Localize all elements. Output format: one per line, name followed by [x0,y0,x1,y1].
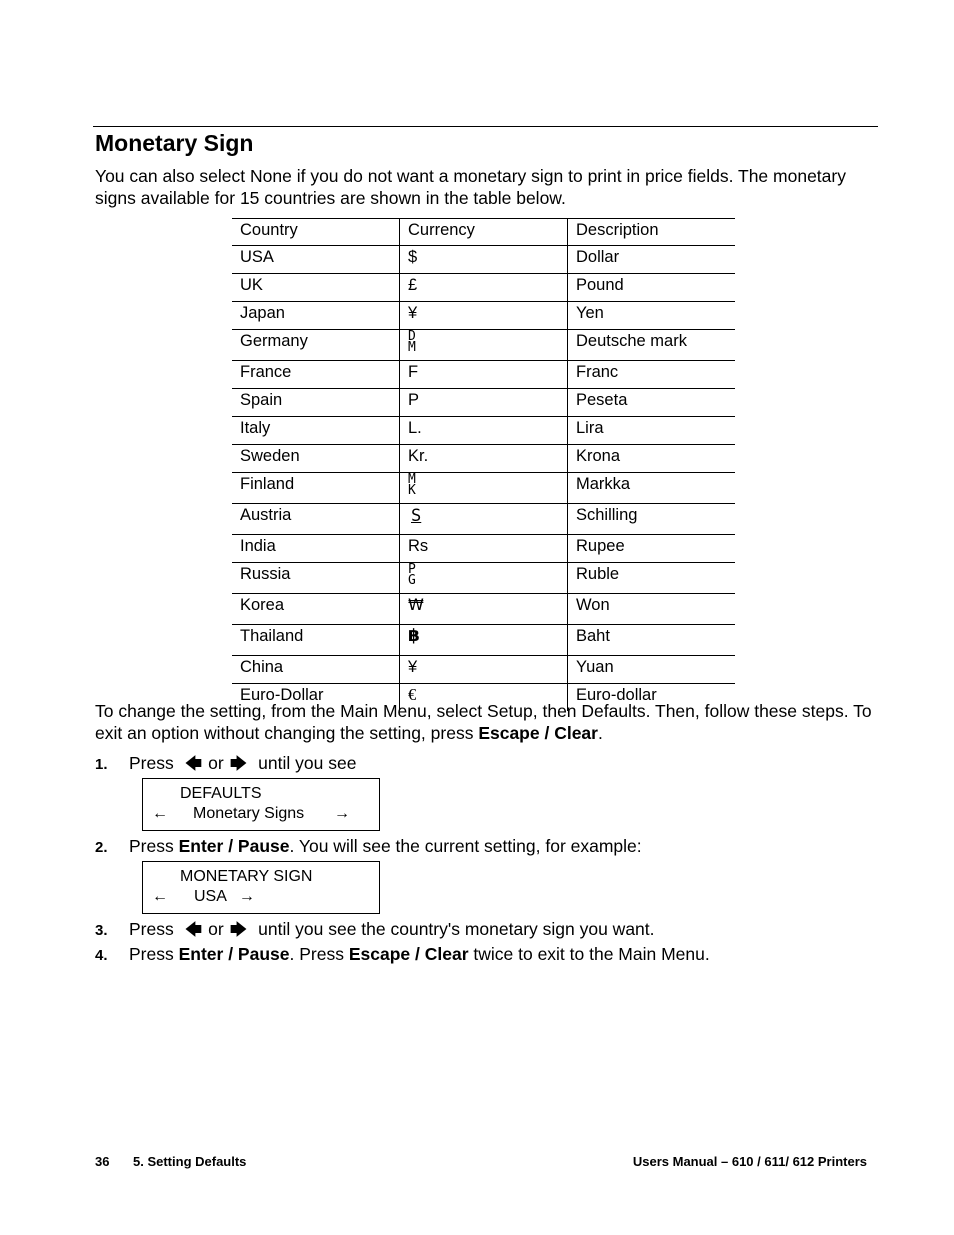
currency-cell: £ [400,274,568,302]
country-cell: UK [232,274,400,302]
page-title: Monetary Sign [95,130,254,156]
left-arrow-icon: 🡄 [184,920,203,939]
step-text: until you see [258,753,357,773]
step-text: . You will see the current setting, for example: [289,836,642,856]
escape-clear-key: Escape / Clear [478,723,598,743]
table-row [232,656,735,684]
enter-pause-key: Enter / Pause [178,836,290,856]
currency-cell [400,625,568,656]
lcd-left-arrow-icon: ← [152,805,168,822]
description-cell: Schilling [568,504,736,535]
footer-left [95,1153,246,1171]
table-row [232,473,735,504]
page-number: 36 [95,1154,110,1169]
description-cell: Rupee [568,535,736,563]
left-arrow-icon: 🡄 [184,754,203,773]
step-text: Press [129,836,174,856]
step-text: . Press [289,944,344,964]
lcd-line-1: MONETARY SIGN [180,868,313,885]
step-text: or [208,753,224,773]
country-cell: Germany [232,330,400,361]
table-row [232,625,735,656]
country-cell: India [232,535,400,563]
country-cell: China [232,656,400,684]
table-row [232,330,735,361]
table-header-row [232,219,735,246]
lcd-line-2-text: USA [194,888,227,905]
description-cell: Euro-dollar [568,684,736,712]
country-cell: USA [232,246,400,274]
description-cell: Baht [568,625,736,656]
currency-cell [400,504,568,535]
country-cell: France [232,361,400,389]
currency-cell: L. [400,417,568,445]
change-setting-period: . [597,723,603,743]
escape-clear-key: Escape / Clear [348,944,469,964]
lcd-line-2 [152,804,372,824]
country-cell: Russia [232,563,400,594]
step-text: Press [129,753,174,773]
description-cell: Yuan [568,656,736,684]
table-row [232,361,735,389]
currency-cell [400,330,568,361]
deutsche-mark-sign-icon: DM [408,329,416,355]
step-number: 3. [95,922,108,939]
currency-cell: Kr. [400,445,568,473]
country-cell: Sweden [232,445,400,473]
change-setting-text: To change the setting, from the Main Menu, select Setup, then Defaults. Then, follow these steps. To exit an option without changing the setting, press [95,701,872,743]
right-arrow-icon: 🡆 [229,920,248,939]
step-text: twice to exit to the Main Menu. [473,944,710,964]
currency-cell: ¥ [400,656,568,684]
step-number: 1. [95,756,108,773]
table-row [232,563,735,594]
currency-cell [400,563,568,594]
lcd-right-arrow-icon: → [238,888,255,905]
table-row [232,302,735,330]
currency-cell [400,594,568,625]
description-cell: Won [568,594,736,625]
description-cell: Franc [568,361,736,389]
country-cell: Austria [232,504,400,535]
step-3 [95,918,655,942]
table-row [232,504,735,535]
column-header-description: Description [568,219,736,246]
step-4 [95,943,710,967]
intro-paragraph: You can also select None if you do not want a monetary sign to print in price fields. The monetary signs available for 15 countries are shown in the table below. [95,166,846,208]
schilling-sign-icon: S [411,506,422,526]
table-row [232,274,735,302]
baht-sign-icon: ฿ [408,626,420,646]
country-cell: Italy [232,417,400,445]
currency-cell: Rs [400,535,568,563]
lcd-line-1: DEFAULTS [180,785,262,802]
footer-section: 5. Setting Defaults [133,1154,247,1169]
footer-manual-title: Users Manual – 610 / 611/ 612 Printers [632,1154,867,1169]
table-row [232,246,735,274]
country-cell: Euro-Dollar [232,684,400,712]
currency-cell: P [400,389,568,417]
euro-sign-icon: € [408,685,417,704]
table-row [232,445,735,473]
step-text: until you see the country's monetary sign you want. [258,919,655,939]
currency-cell: F [400,361,568,389]
country-cell: Finland [232,473,400,504]
lcd-left-arrow-icon: ← [152,888,168,905]
country-cell: Korea [232,594,400,625]
description-cell: Yen [568,302,736,330]
step-text: or [208,919,224,939]
column-header-currency: Currency [400,219,568,246]
ruble-sign-icon: PG [408,562,416,588]
table-row [232,594,735,625]
lcd-display-monetary-sign [142,861,380,914]
currency-cell [400,473,568,504]
heading-rule [93,126,878,127]
description-cell: Ruble [568,563,736,594]
description-cell: Pound [568,274,736,302]
country-cell: Japan [232,302,400,330]
step-number: 2. [95,839,108,856]
description-cell: Lira [568,417,736,445]
description-cell: Deutsche mark [568,330,736,361]
step-text: Press [129,944,174,964]
table-row [232,389,735,417]
step-1 [95,752,356,776]
lcd-line-2 [152,887,372,907]
right-arrow-icon: 🡆 [229,754,248,773]
lcd-right-arrow-icon: → [334,805,350,822]
lcd-line-2-text: Monetary Signs [193,805,305,822]
country-cell: Spain [232,389,400,417]
table-row [232,535,735,563]
lcd-display-defaults [142,778,380,831]
step-2 [95,835,642,859]
table-row [232,417,735,445]
step-text: Press [129,919,174,939]
description-cell: Peseta [568,389,736,417]
markka-sign-icon: MK [408,472,416,498]
change-setting-paragraph [95,700,875,744]
column-header-country: Country [232,219,400,246]
country-cell: Thailand [232,625,400,656]
currency-cell: ¥ [400,302,568,330]
description-cell: Krona [568,445,736,473]
step-number: 4. [95,947,108,964]
won-sign-icon: ₩ [408,595,424,614]
description-cell: Dollar [568,246,736,274]
description-cell: Markka [568,473,736,504]
enter-pause-key: Enter / Pause [178,944,290,964]
currency-cell: $ [400,246,568,274]
monetary-sign-table [232,218,735,711]
